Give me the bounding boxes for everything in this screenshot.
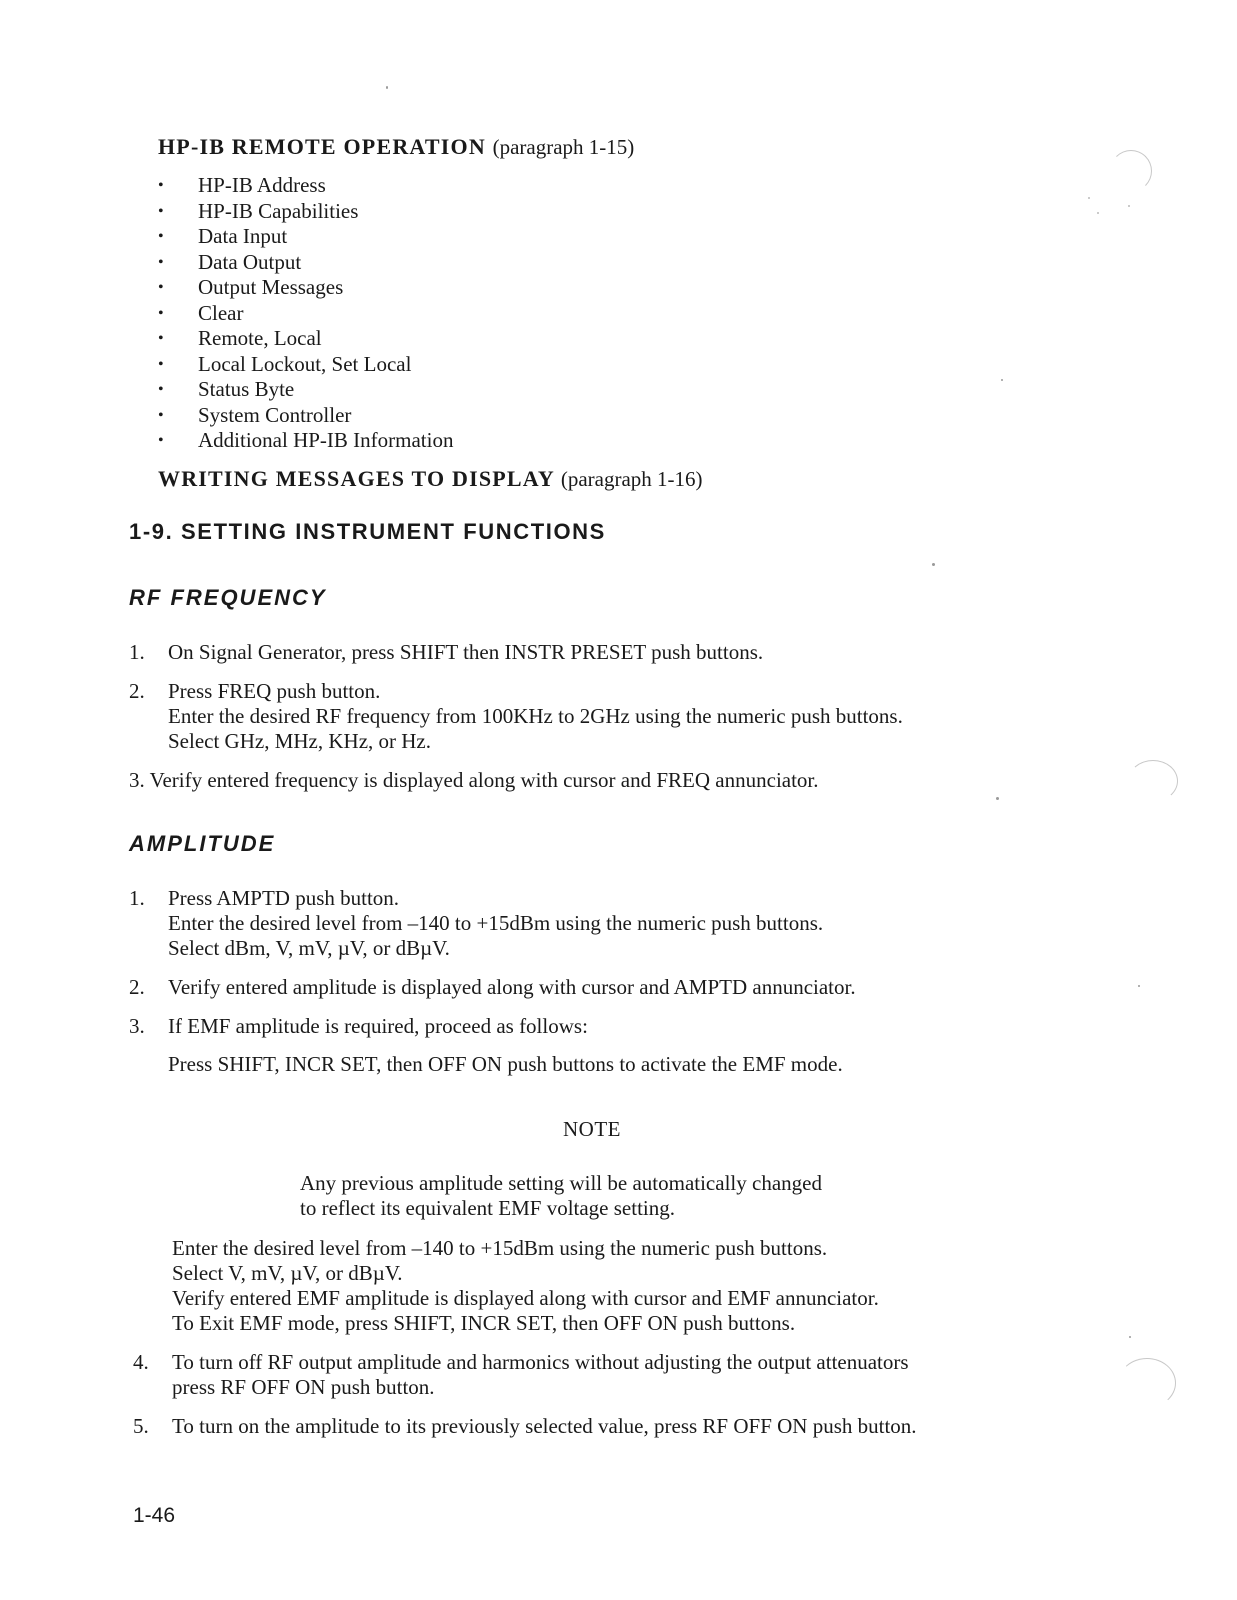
step-number: 4. (133, 1350, 149, 1374)
list-item: • Local Lockout, Set Local (158, 352, 453, 378)
rf-step-1-text: On Signal Generator, press SHIFT then INSTR PRESET push buttons. (168, 640, 764, 664)
amp-step-2-text: Verify entered amplitude is displayed along with cursor and AMPTD annunciator. (168, 975, 856, 999)
scan-artifact (1118, 1358, 1176, 1408)
writing-messages-title: WRITING MESSAGES TO DISPLAY (158, 466, 555, 491)
amp-step-1-line-2: Enter the desired level from –140 to +15dBm using the numeric push buttons. (168, 911, 824, 935)
writing-messages-paragraph-ref: (paragraph 1-16) (560, 467, 703, 491)
amp-after-note-line-3: Verify entered EMF amplitude is displayed along with cursor and EMF annunciator. (172, 1286, 879, 1310)
list-item: • Output Messages (158, 275, 453, 301)
scan-artifact (1128, 760, 1178, 802)
list-item: • System Controller (158, 403, 453, 429)
writing-messages-heading (158, 466, 703, 492)
scan-speck (1001, 379, 1003, 381)
list-item: • Remote, Local (158, 326, 453, 352)
amp-after-note-line-4: To Exit EMF mode, press SHIFT, INCR SET, then OFF ON push buttons. (172, 1311, 796, 1335)
remote-operation-heading (158, 134, 634, 160)
list-item: • HP-IB Address (158, 173, 453, 199)
step-number: 2. (129, 679, 145, 703)
step-number: 1. (129, 886, 145, 910)
remote-operation-paragraph-ref: (paragraph 1-15) (492, 135, 635, 159)
rf-frequency-heading: RF FREQUENCY (129, 585, 327, 610)
rf-step-3-text: Verify entered frequency is displayed along with cursor and FREQ annunciator. (149, 768, 819, 792)
rf-step-2-line-3: Select GHz, MHz, KHz, or Hz. (168, 729, 432, 753)
step-number: 3. (129, 768, 145, 792)
amp-step-3-text: If EMF amplitude is required, proceed as follows: (168, 1014, 588, 1038)
scan-speck (932, 563, 935, 566)
remote-operation-list (158, 173, 453, 454)
rf-step-2-line-1: Press FREQ push button. (168, 679, 381, 703)
step-number: 5. (133, 1414, 149, 1438)
rf-step-3-line (129, 768, 819, 793)
section-title: 1-9. SETTING INSTRUMENT FUNCTIONS (129, 519, 606, 544)
step-number: 1. (129, 640, 145, 664)
amp-after-note-line-1: Enter the desired level from –140 to +15dBm using the numeric push buttons. (172, 1236, 828, 1260)
step-number: 2. (129, 975, 145, 999)
amp-step-3-detail: Press SHIFT, INCR SET, then OFF ON push buttons to activate the EMF mode. (168, 1052, 843, 1076)
amp-step-4-line-2: press RF OFF ON push button. (172, 1375, 435, 1399)
scan-speck (1128, 205, 1130, 207)
rf-step-2-line-2: Enter the desired RF frequency from 100KHz to 2GHz using the numeric push buttons. (168, 704, 903, 728)
list-item: • Clear (158, 301, 453, 327)
scan-speck (996, 797, 999, 800)
scan-speck (1088, 197, 1090, 199)
list-item: • Data Output (158, 250, 453, 276)
step-number: 3. (129, 1014, 145, 1038)
scan-speck (386, 86, 388, 89)
scan-artifact (1110, 150, 1152, 192)
note-line-1: Any previous amplitude setting will be automatically changed (300, 1171, 822, 1195)
scan-speck (1138, 985, 1140, 987)
amp-after-note-line-2: Select V, mV, µV, or dBµV. (172, 1261, 403, 1285)
scan-speck (1097, 212, 1099, 214)
amp-step-4-line-1: To turn off RF output amplitude and harmonics without adjusting the output attenuators (172, 1350, 909, 1374)
remote-operation-title: HP-IB REMOTE OPERATION (158, 134, 486, 159)
amp-step-5-text: To turn on the amplitude to its previously selected value, press RF OFF ON push button. (172, 1414, 917, 1438)
note-line-2: to reflect its equivalent EMF voltage setting. (300, 1196, 675, 1220)
scan-speck (1129, 1336, 1131, 1338)
list-item: • HP-IB Capabilities (158, 199, 453, 225)
amp-step-1-line-3: Select dBm, V, mV, µV, or dBµV. (168, 936, 450, 960)
page-number: 1-46 (133, 1504, 176, 1527)
list-item: • Additional HP-IB Information (158, 428, 453, 454)
note-title: NOTE (563, 1117, 621, 1141)
amp-step-1-line-1: Press AMPTD push button. (168, 886, 400, 910)
amplitude-heading: AMPLITUDE (129, 831, 276, 856)
list-item: • Data Input (158, 224, 453, 250)
list-item: • Status Byte (158, 377, 453, 403)
